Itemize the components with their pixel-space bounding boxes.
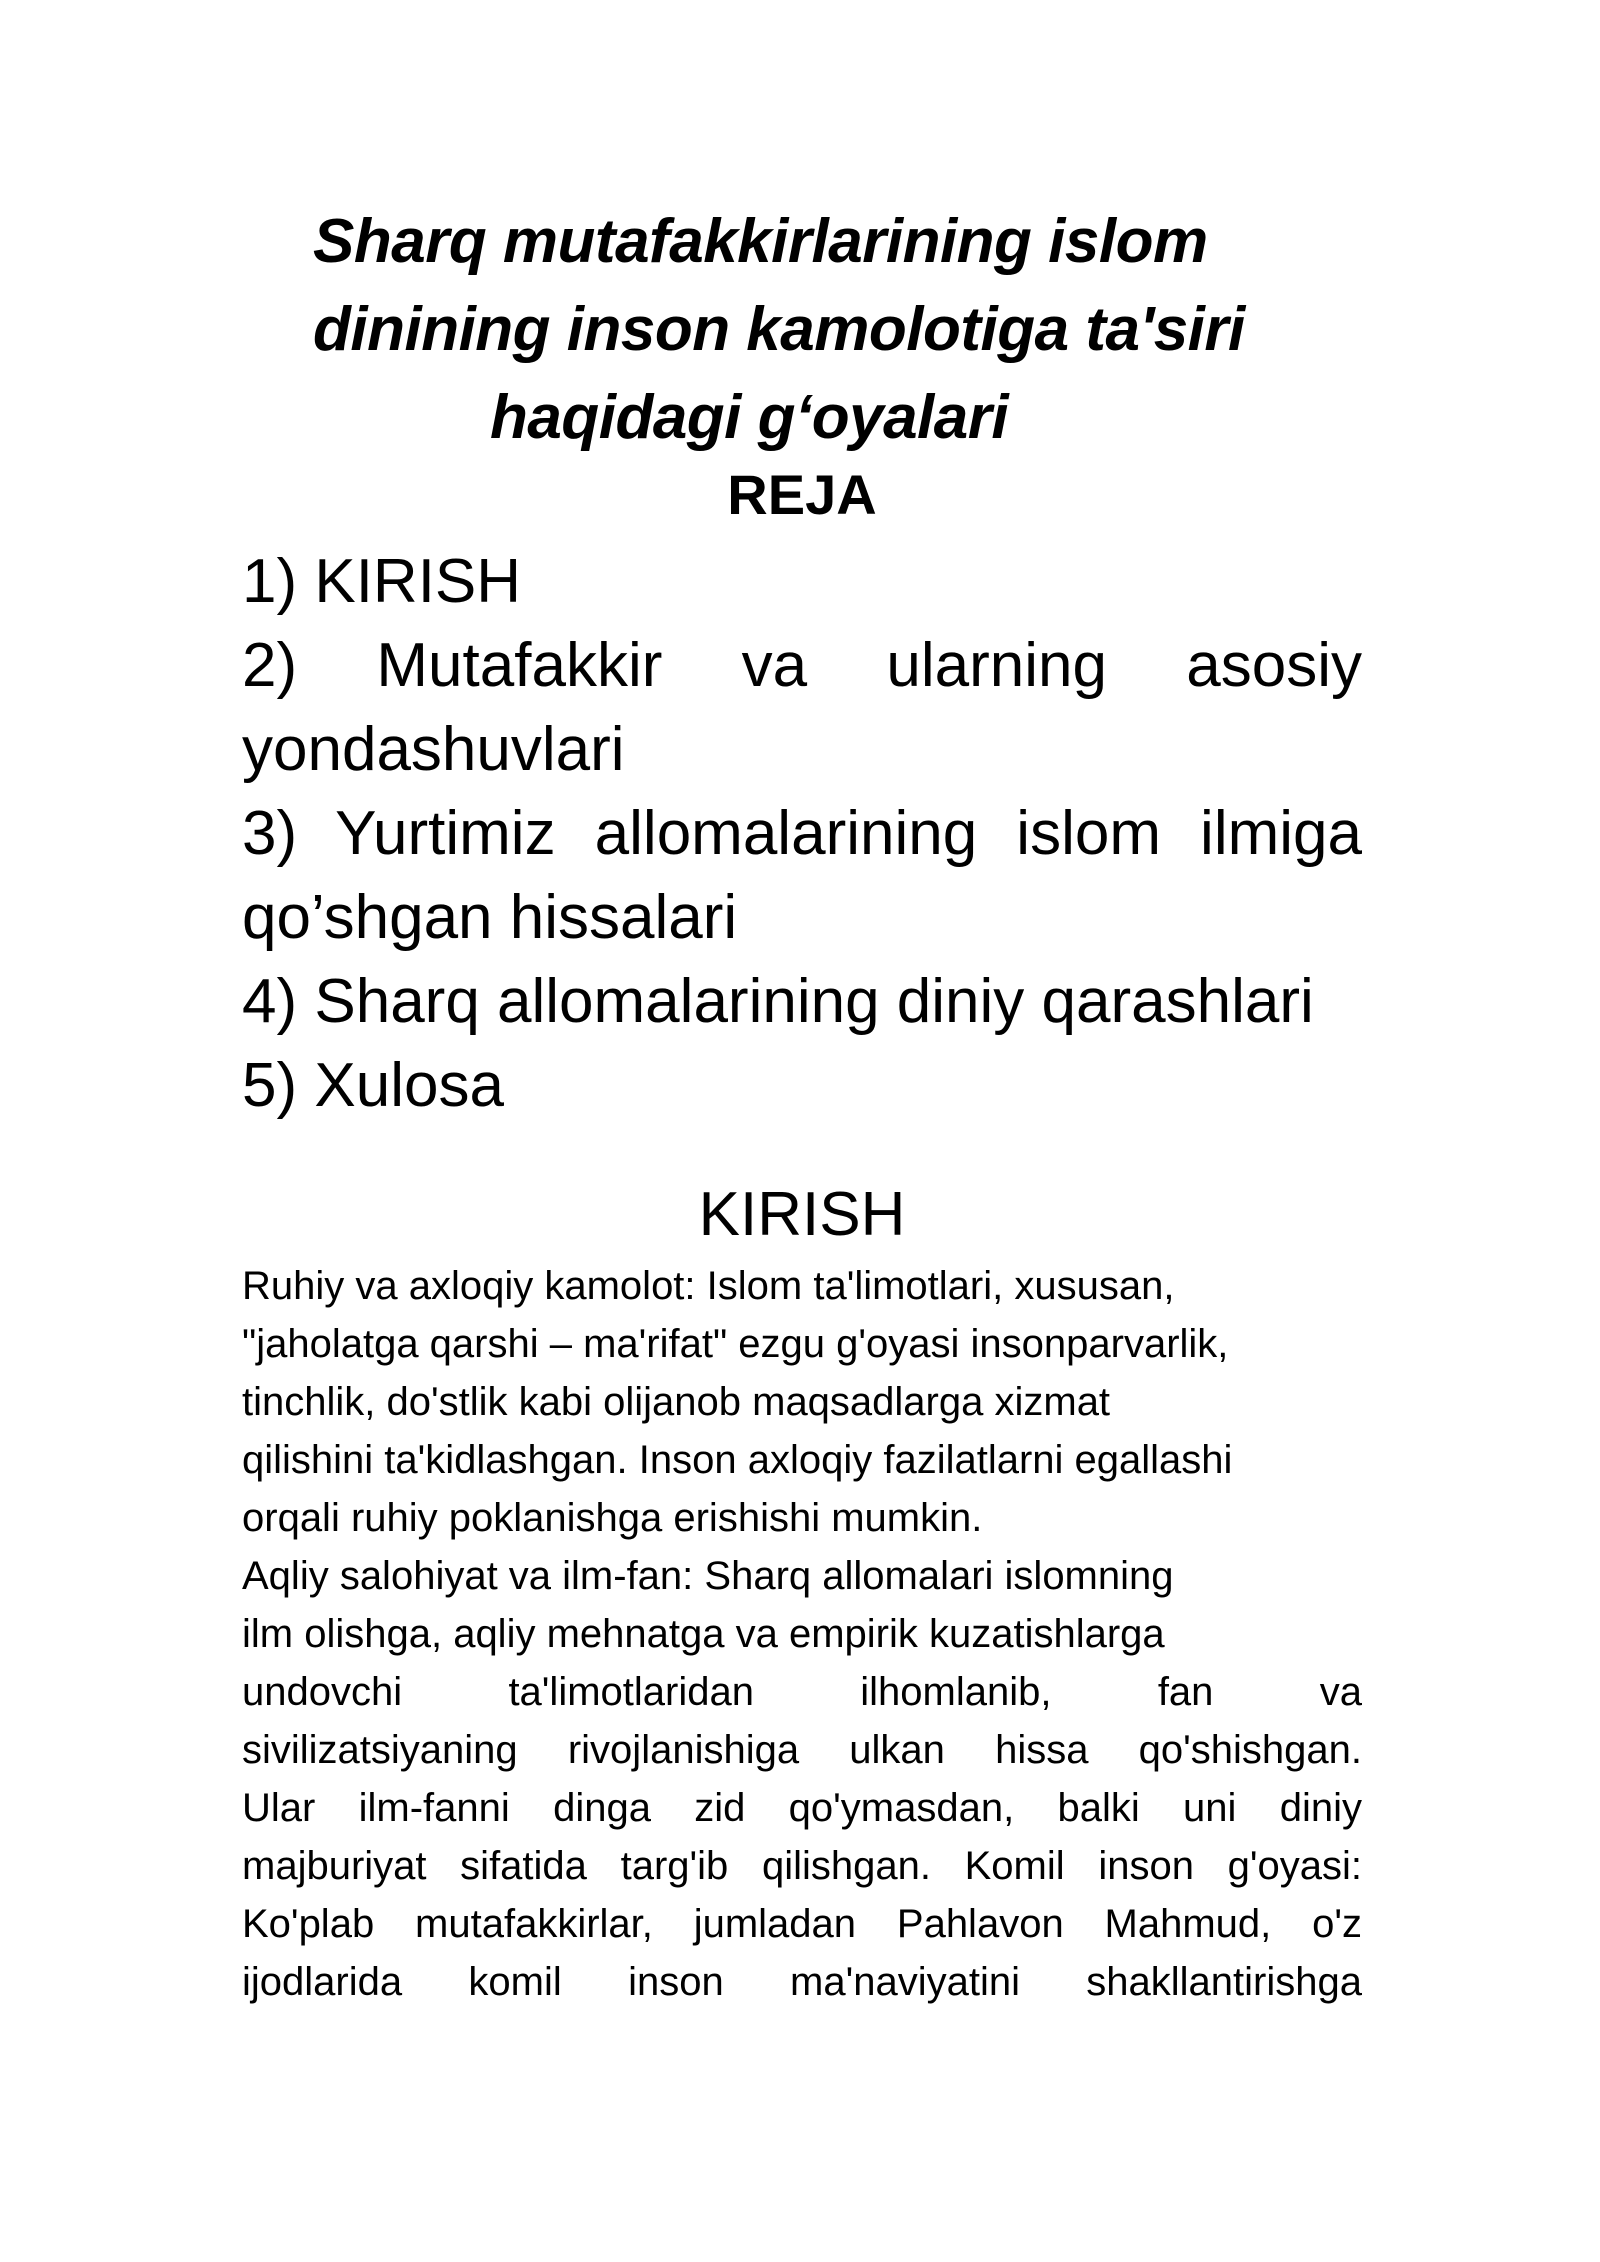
body-line: Aqliy salohiyat va ilm-fan: Sharq allomalari islomning: [242, 1554, 1174, 1598]
title-line-1: Sharq mutafakkirlarining islom: [313, 207, 1208, 276]
plan-item-3: 3) Yurtimiz allomalarining islom ilmiga qo’shgan hissalari: [242, 799, 1362, 952]
body-paragraph: [242, 1257, 1362, 2011]
plan-item-4: 4) Sharq allomalarining diniy qarashlari: [242, 967, 1314, 1036]
title-line-2: dinining inson kamolotiga ta'siri: [313, 295, 1245, 364]
body-line: "jaholatga qarshi – ma'rifat" ezgu g'oyasi insonparvarlik,: [242, 1322, 1229, 1366]
body-line: tinchlik, do'stlik kabi olijanob maqsadlarga xizmat: [242, 1380, 1111, 1424]
body-line: qilishini ta'kidlashgan. Inson axloqiy fazilatlarni egallashi: [242, 1438, 1233, 1482]
plan-list: [242, 540, 1362, 1128]
body-line: Ko'plab mutafakkirlar, jumladan Pahlavon Mahmud, o'z: [242, 1902, 1362, 1946]
section-heading: KIRISH: [698, 1180, 906, 1249]
plan-item-2: 2) Mutafakkir va ularning asosiy yondashuvlari: [242, 631, 1362, 784]
body-line: undovchi ta'limotlaridan ilhomlanib, fan va: [242, 1670, 1362, 1714]
body-line: sivilizatsiyaning rivojlanishiga ulkan hissa qo'shishgan.: [242, 1728, 1362, 1772]
body-line: ilm olishga, aqliy mehnatga va empirik kuzatishlarga: [242, 1612, 1165, 1656]
body-line: Ular ilm-fanni dinga zid qo'ymasdan, balki uni diniy: [242, 1786, 1362, 1830]
body-line: Ruhiy va axloqiy kamolot: Islom ta'limotlari, xususan,: [242, 1264, 1175, 1308]
plan-item-1: 1) KIRISH: [242, 547, 522, 616]
title-line-3: haqidagi g‘oyalari: [490, 383, 1009, 452]
body-line: majburiyat sifatida targ'ib qilishgan. Komil inson g'oyasi:: [242, 1844, 1362, 1888]
plan-heading: REJA: [727, 463, 877, 526]
body-line: ijodlarida komil inson ma'naviyatini shakllantirishga: [242, 1960, 1362, 2004]
body-line: orqali ruhiy poklanishga erishishi mumkin.: [242, 1496, 983, 1540]
plan-item-5: 5) Xulosa: [242, 1051, 504, 1120]
document-title: [230, 198, 1370, 462]
